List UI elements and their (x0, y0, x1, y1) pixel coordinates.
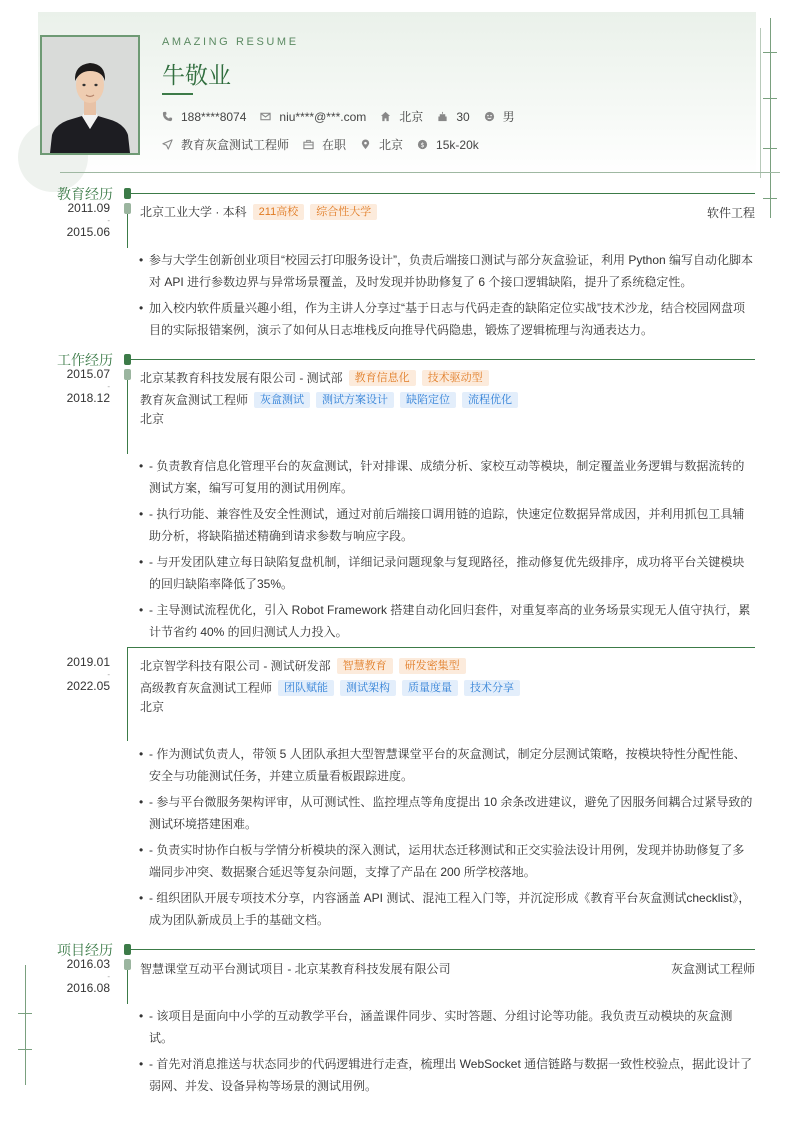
age-text: 30 (456, 109, 470, 124)
work2-end-date: 2022.05 (66, 679, 110, 693)
skill-tag: 质量度量 (402, 680, 458, 696)
target-city-item (360, 136, 403, 153)
phone-text: 188****8074 (181, 109, 247, 124)
briefcase-icon (303, 139, 314, 150)
work1-end-date: 2018.12 (66, 391, 110, 405)
timeline-line (127, 380, 128, 454)
decorative-line (770, 18, 771, 218)
job-intent-row (162, 136, 493, 153)
entry-marker (124, 203, 131, 214)
decorative-divider (60, 172, 780, 173)
phone-icon (162, 111, 173, 122)
decorative-tick (763, 98, 777, 99)
target-city-text: 北京 (379, 138, 404, 152)
bullet-text: - 负责教育信息化管理平台的灰盒测试，针对排课、成绩分析、家校互动等模块，制定覆盖业务逻辑与数据流转的测试方案，编写可复用的测试用例库。 (149, 459, 745, 495)
skill-tag: 测试架构 (340, 680, 396, 696)
list-item: • - 负责实时协作白板与学情分析模块的深入测试，运用状态迁移测试和正交实验法设计用例，发现并协助修复了多端同步冲突、数据聚合延迟等复杂问题，支撑了产品在 200 所学校落地。 (139, 839, 755, 883)
skill-tag: 缺陷定位 (400, 392, 456, 408)
svg-text:$: $ (420, 140, 425, 149)
bullet-text: 参与大学生创新创业项目“校园云打印服务设计”，负责后端接口测试与部分灰盒验证，利用 Python 编写自动化脚本对 API 进行参数边界与异常场景覆盖，及时发现并协助修复了 6 个接口逻辑缺陷，提升了系统稳定性。 (149, 253, 754, 289)
age-item (437, 110, 469, 124)
bullet-text: - 该项目是面向中小学的互动教学平台，涵盖课件同步、实时答题、分组讨论等功能。我负责互动模块的灰盒测试。 (149, 1009, 733, 1045)
avatar (40, 35, 140, 155)
work1-position-row (140, 391, 518, 408)
date-separator: - (107, 972, 110, 981)
list-item: • - 该项目是面向中小学的互动教学平台，涵盖课件同步、实时答题、分组讨论等功能。我负责互动模块的灰盒测试。 (139, 1005, 755, 1049)
section-marker (124, 354, 131, 365)
work1-city: 北京 (140, 412, 165, 426)
skill-tag: 团队赋能 (278, 680, 334, 696)
project-name: 智慧课堂互动平台测试项目 - 北京某教育科技发展有限公司 (140, 962, 451, 976)
bullet-text: - 执行功能、兼容性及安全性测试，通过对前后端接口调用链的追踪，快速定位数据异常成因，并利用抓包工具辅助分析，将缺陷描述精确到请求参数与响应字段。 (149, 507, 745, 543)
decorative-tick (763, 198, 777, 199)
list-item: • - 执行功能、兼容性及安全性测试，通过对前后端接口调用链的追踪，快速定位数据异常成因，并利用抓包工具辅助分析，将缺陷描述精确到请求参数与响应字段。 (139, 503, 755, 547)
salary-item (417, 138, 479, 152)
edu-school-row (140, 203, 377, 220)
skill-tag: 流程优化 (462, 392, 518, 408)
timeline-line (127, 970, 128, 1004)
list-item: • 参与大学生创新创业项目“校园云打印服务设计”，负责后端接口测试与部分灰盒验证，利用 Python 编写自动化脚本对 API 进行参数边界与异常场景覆盖，及时发现并协助修复了 6 个接口逻辑缺陷，提升了系统稳定性。 (139, 249, 755, 293)
work1-company-row (140, 369, 489, 386)
work2-position: 高级教育灰盒测试工程师 (140, 681, 273, 695)
phone-item (162, 110, 246, 124)
list-item: • - 参与平台微服务架构评审，从可测试性、监控埋点等角度提出 10 余条改进建议，避免了因服务间耦合过紧导致的测试环境搭建困难。 (139, 791, 755, 835)
work2-company-row (140, 657, 466, 674)
contact-row (162, 108, 529, 125)
candidate-name: 牛敬业 (162, 63, 231, 89)
bullet-text: - 负责实时协作白板与学情分析模块的深入测试，运用状态迁移测试和正交实验法设计用例，发现并协助修复了多端同步冲突、数据聚合延迟等复杂问题，支撑了产品在 200 所学校落地。 (149, 843, 745, 879)
bullet-text: - 参与平台微服务架构评审，从可测试性、监控埋点等角度提出 10 余条改进建议，避免了因服务间耦合过紧导致的测试环境搭建困难。 (149, 795, 753, 831)
skill-tag: 技术分享 (464, 680, 520, 696)
bullet-text: 加入校内软件质量兴趣小组，作为主讲人分享过“基于日志与代码走查的缺陷定位实战”技术沙龙，结合校园网盘项目的实际报错案例，演示了如何从日志堆栈反向推导代码隐患，锻炼了逻辑梳理与沟通表达力。 (149, 301, 745, 337)
bullet-text: - 主导测试流程优化，引入 Robot Framework 搭建自动化回归套件，对重复率高的业务场景实现无人值守执行，累计节省约 40% 的回归测试人力投入。 (149, 603, 751, 639)
section-title-work: 工作经历 (57, 353, 113, 369)
list-item: • - 首先对消息推送与状态同步的代码逻辑进行走查，梳理出 WebSocket 通信链路与数据一致性校验点，据此设计了弱网、并发、设备异构等场景的测试用例。 (139, 1053, 755, 1097)
edu-major: 软件工程 (706, 206, 755, 220)
date-separator: - (107, 382, 110, 391)
timeline-line (127, 647, 128, 741)
decorative-line (760, 28, 761, 178)
list-item: • - 主导测试流程优化，引入 Robot Framework 搭建自动化回归套件，对重复率高的业务场景实现无人值守执行，累计节省约 40% 的回归测试人力投入。 (139, 599, 755, 643)
timeline-line (127, 214, 128, 248)
decorative-tick (763, 52, 777, 53)
date-separator: - (107, 670, 110, 679)
name-underline (162, 93, 193, 95)
work2-company: 北京智学科技有限公司 - 测试研发部 (140, 659, 331, 673)
edu-school: 北京工业大学 · 本科 (140, 205, 247, 219)
section-marker (124, 188, 131, 199)
list-item: • - 作为测试负责人，带领 5 人团队承担大型智慧课堂平台的灰盒测试，制定分层测试策略，按模块特性分配性能、安全与功能测试任务，并建立质量看板跟踪进度。 (139, 743, 755, 787)
cake-icon (437, 111, 448, 122)
city-item (380, 108, 423, 125)
target-job-text: 教育灰盒测试工程师 (181, 138, 290, 152)
company-tag: 技术驱动型 (422, 370, 489, 386)
work2-position-row (140, 679, 520, 696)
mail-icon (260, 111, 271, 122)
project-role: 灰盒测试工程师 (670, 962, 755, 976)
bullet-text: - 首先对消息推送与状态同步的代码逻辑进行走查，梳理出 WebSocket 通信链路与数据一致性校验点，据此设计了弱网、并发、设备异构等场景的测试用例。 (149, 1057, 753, 1093)
project-start-date: 2016.03 (66, 957, 110, 971)
skill-tag: 灰盒测试 (254, 392, 310, 408)
decorative-line (25, 965, 26, 1085)
section-line (131, 359, 755, 360)
skill-tag: 测试方案设计 (316, 392, 394, 408)
target-job-item (162, 136, 289, 153)
decorative-tick (18, 1049, 32, 1050)
work1-start-date: 2015.07 (66, 367, 110, 381)
edu-end-date: 2015.06 (66, 225, 110, 239)
resume-subtitle: AMAZING RESUME (162, 36, 299, 48)
section-title-project: 项目经历 (57, 943, 113, 959)
list-item: • - 与开发团队建立每日缺陷复盘机制，详细记录问题现象与复现路径，推动修复优先级排序，成功将平台关键模块的回归缺陷率降低了35%。 (139, 551, 755, 595)
company-tag: 智慧教育 (337, 658, 393, 674)
work1-company: 北京某教育科技发展有限公司 - 测试部 (140, 371, 343, 385)
entry-marker (124, 959, 131, 970)
project-end-date: 2016.08 (66, 981, 110, 995)
company-tag: 研发密集型 (399, 658, 466, 674)
list-item: • - 负责教育信息化管理平台的灰盒测试，针对排课、成绩分析、家校互动等模块，制定覆盖业务逻辑与数据流转的测试方案，编写可复用的测试用例库。 (139, 455, 755, 499)
coin-icon (417, 139, 428, 150)
status-text: 在职 (322, 138, 347, 152)
home-icon (380, 111, 391, 122)
gender-item (484, 108, 515, 125)
decorative-tick (763, 148, 777, 149)
school-tag: 211高校 (253, 204, 305, 220)
face-icon (484, 111, 495, 122)
list-item: • - 组织团队开展专项技术分享，内容涵盖 API 测试、混沌工程入门等，并沉淀形成《教育平台灰盒测试checklist》，成为团队新成员上手的基础文档。 (139, 887, 755, 931)
email-text: niu****@***.com (279, 109, 367, 124)
entry-marker (124, 369, 131, 380)
list-item: • 加入校内软件质量兴趣小组，作为主讲人分享过“基于日志与代码走查的缺陷定位实战”技术沙龙，结合校园网盘项目的实际报错案例，演示了如何从日志堆栈反向推导代码隐患，锻炼了逻辑梳理与沟通表达力。 (139, 297, 755, 341)
work2-start-date: 2019.01 (66, 655, 110, 669)
salary-text: 15k-20k (436, 137, 479, 152)
work2-city: 北京 (140, 700, 165, 714)
section-marker (124, 944, 131, 955)
send-icon (162, 139, 173, 150)
school-tag: 综合性大学 (310, 204, 377, 220)
bullet-text: - 作为测试负责人，带领 5 人团队承担大型智慧课堂平台的灰盒测试，制定分层测试策略，按模块特性分配性能、安全与功能测试任务，并建立质量看板跟踪进度。 (149, 747, 746, 783)
gender-text: 男 (502, 110, 515, 124)
work1-position: 教育灰盒测试工程师 (140, 393, 249, 407)
status-item (303, 136, 346, 153)
section-title-education: 教育经历 (57, 187, 113, 203)
section-line (131, 949, 755, 950)
company-tag: 教育信息化 (349, 370, 416, 386)
section-line (131, 193, 755, 194)
edu-start-date: 2011.09 (67, 201, 110, 215)
map-pin-icon (360, 139, 371, 150)
bullet-text: - 与开发团队建立每日缺陷复盘机制，详细记录问题现象与复现路径，推动修复优先级排序，成功将平台关键模块的回归缺陷率降低了35%。 (149, 555, 745, 591)
city-text: 北京 (399, 110, 424, 124)
entry-line (128, 647, 755, 648)
email-item (260, 110, 366, 124)
date-separator: - (107, 216, 110, 225)
bullet-text: - 组织团队开展专项技术分享，内容涵盖 API 测试、混沌工程入门等，并沉淀形成《教育平台灰盒测试checklist》，成为团队新成员上手的基础文档。 (149, 891, 751, 927)
decorative-tick (18, 1013, 32, 1014)
